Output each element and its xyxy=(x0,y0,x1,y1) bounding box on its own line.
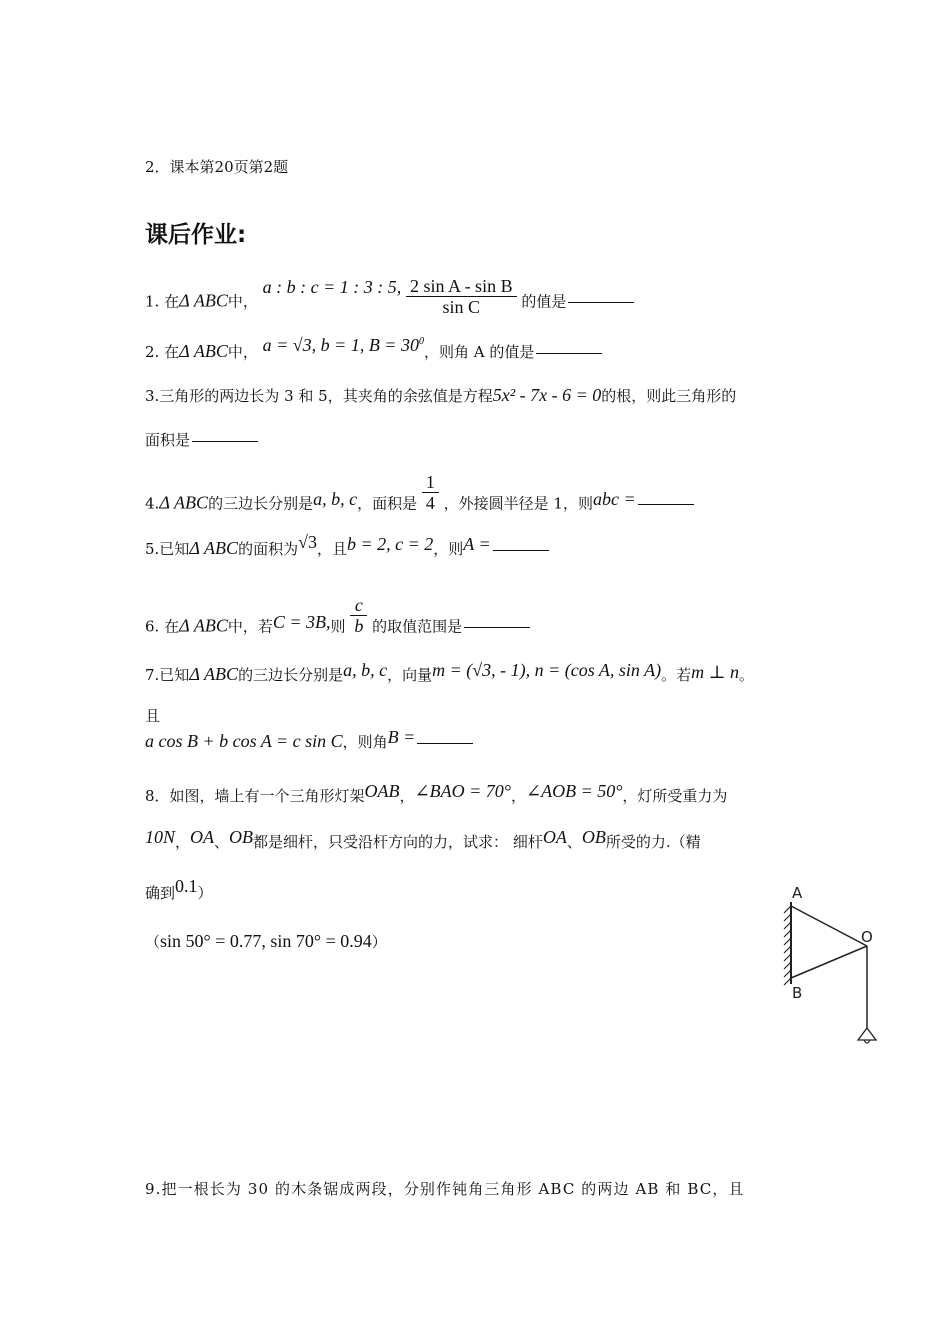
q1-num: 1. 在 xyxy=(145,292,180,311)
question-4 xyxy=(145,472,694,525)
q4-abc: abc = xyxy=(592,488,636,509)
q7-triangle: Δ ABC xyxy=(189,664,239,684)
q3-text-3: 面积是 xyxy=(145,431,191,449)
question-8: 8．如图，墙上有一个三角形灯架OAB，∠BAO = 70°，∠AOB = 50°，灯所受重力为 xyxy=(145,781,728,805)
q8-text-1b: ，灯所受重力为 xyxy=(622,787,728,805)
q7-tail: ，则角 xyxy=(342,733,388,751)
q4-frac-den: 4 xyxy=(425,493,435,513)
q1-mid: 中， xyxy=(227,292,258,311)
q1-answer-blank xyxy=(568,302,634,303)
q8-text-3b: ） xyxy=(197,884,213,902)
q6-frac-num: c xyxy=(350,595,367,616)
rod-oa xyxy=(791,906,867,946)
q6-mid: 中，若 xyxy=(227,617,273,636)
q1-frac-den: sin C xyxy=(442,297,481,317)
q1-fraction xyxy=(406,276,517,317)
q4-area-text: ，面积是 xyxy=(357,494,418,513)
q6-num: 6. 在 xyxy=(145,617,180,636)
q8-oa-2: OA xyxy=(542,827,567,847)
q8-angle-1: ∠BAO = 70° xyxy=(414,781,511,801)
q7-perp: m ⊥ n xyxy=(691,662,740,682)
label-o: O xyxy=(861,928,873,946)
q8-ob: OB xyxy=(229,827,254,847)
question-7-line3 xyxy=(145,727,473,752)
question-6 xyxy=(145,595,530,648)
q1-tail: 的值是 xyxy=(521,292,567,311)
q8-text-3a: 确到 xyxy=(145,884,176,902)
q7-sides: a, b, c xyxy=(343,660,388,680)
q6-triangle: Δ ABC xyxy=(179,615,228,636)
q8-text-2a: 都是细杆，只受沿杆方向的力，试求： 细杆 xyxy=(253,833,543,851)
question-5 xyxy=(145,532,549,559)
q8-angle-2: ∠AOB = 50° xyxy=(526,781,623,801)
q8-precision: 0.1 xyxy=(175,876,198,896)
q6-answer-blank xyxy=(464,627,530,628)
q8-force: 10N xyxy=(145,827,176,847)
q2-triangle: Δ ABC xyxy=(179,341,228,361)
q4-triangle: Δ ABC xyxy=(159,492,209,513)
q8-oa: OA xyxy=(190,827,215,847)
lamp-frame-figure xyxy=(775,880,895,1050)
q5-condition: b = 2, c = 2 xyxy=(346,534,434,554)
q4-tail: ，外接圆半径是 1，则 xyxy=(443,494,593,513)
question-7 xyxy=(145,660,755,685)
q4-fraction xyxy=(422,472,439,513)
q5-num: 5.已知 xyxy=(145,540,190,558)
question-7-line2: 且 xyxy=(145,707,161,725)
intro-item: 2．课本第20页第2题 xyxy=(145,158,289,176)
question-8-hint: （sin 50° = 0.77, sin 70° = 0.94） xyxy=(145,931,387,951)
q2-answer-blank xyxy=(536,353,602,354)
q2-tail: ，则角 A 的值是 xyxy=(423,343,535,361)
q3-answer-blank xyxy=(192,441,258,442)
q6-tail: 的取值范围是 xyxy=(372,617,463,636)
q7-answer-label: B = xyxy=(387,727,416,747)
q8-text-2b: 所受的力.（精 xyxy=(605,833,701,851)
label-a: A xyxy=(792,884,803,902)
rod-ob xyxy=(791,946,867,978)
q2-condition: a = √3, b = 1, $B = 30^0$ xyxy=(262,335,424,355)
question-3-cont xyxy=(145,430,258,450)
q4-frac-num: 1 xyxy=(422,472,439,493)
question-9: 9.把一根长为 30 的木条锯成两段，分别作钝角三角形 ABC 的两边 AB 和 BC，且 xyxy=(145,1180,745,1198)
label-b: B xyxy=(792,984,803,1002)
q6-then: 则 xyxy=(330,617,346,636)
question-8-line3 xyxy=(145,876,213,903)
q7-num: 7.已知 xyxy=(145,666,190,684)
q6-frac-den: b xyxy=(354,616,364,636)
q8-oab: OAB xyxy=(364,781,400,801)
q5-tail: ，则 xyxy=(433,540,464,558)
q7-equation: a cos B + b cos A = c sin C xyxy=(145,731,343,751)
q5-area: √3 xyxy=(298,532,317,552)
q6-condition: C = 3B, xyxy=(272,611,331,632)
q8-hint: sin 50° = 0.77, sin 70° = 0.94 xyxy=(160,931,372,951)
q5-answer-blank xyxy=(493,550,549,551)
q5-mid: 的面积为 xyxy=(238,540,299,558)
q7-mid: 的三边长分别是 xyxy=(238,666,344,684)
lamp-shade xyxy=(858,1028,876,1040)
question-2 xyxy=(145,335,602,362)
q4-sides: a, b, c xyxy=(313,488,358,509)
q6-fraction xyxy=(350,595,367,636)
q3-text-2: 的根，则此三角形的 xyxy=(601,387,737,405)
q3-equation: 5x² - 7x - 6 = 0 xyxy=(492,385,602,405)
q5-answer-label: A = xyxy=(463,534,491,554)
q2-num: 2. 在 xyxy=(145,343,180,361)
q7-answer-blank xyxy=(417,743,473,744)
q3-text-1: 3.三角形的两边长为 3 和 5，其夹角的余弦值是方程 xyxy=(145,387,493,405)
q4-mid: 的三边长分别是 xyxy=(208,494,314,513)
section-heading: 课后作业: xyxy=(145,222,247,248)
q5-triangle: Δ ABC xyxy=(189,538,239,558)
q7-vector: m = (√3, - 1), n = (cos A, sin A) xyxy=(432,660,662,680)
q5-cond-text: ，且 xyxy=(316,540,347,558)
q8-ob-2: OB xyxy=(581,827,606,847)
question-1 xyxy=(145,276,634,323)
q4-answer-blank xyxy=(638,504,694,505)
q4-num: 4. xyxy=(145,494,160,513)
wall-hatching xyxy=(784,906,791,985)
q7-vec-text: ，向量 xyxy=(387,666,433,684)
q1-triangle: Δ ABC xyxy=(179,290,228,311)
question-3 xyxy=(145,385,736,406)
q7-end: 。 xyxy=(739,666,755,684)
q1-ratio: a : b : c = 1 : 3 : 5, xyxy=(262,276,402,297)
q1-frac-num: 2 sin A - sin B xyxy=(406,276,517,297)
q2-degree: 0 xyxy=(418,336,424,347)
q7-perp-text: 。若 xyxy=(661,666,692,684)
q8-text-1a: 8．如图，墙上有一个三角形灯架 xyxy=(145,787,365,805)
q2-mid: 中， xyxy=(227,343,258,361)
question-8-line2: 10N，OA、OB都是细杆，只受沿杆方向的力，试求： 细杆OA、OB所受的力.（精 xyxy=(145,827,701,851)
